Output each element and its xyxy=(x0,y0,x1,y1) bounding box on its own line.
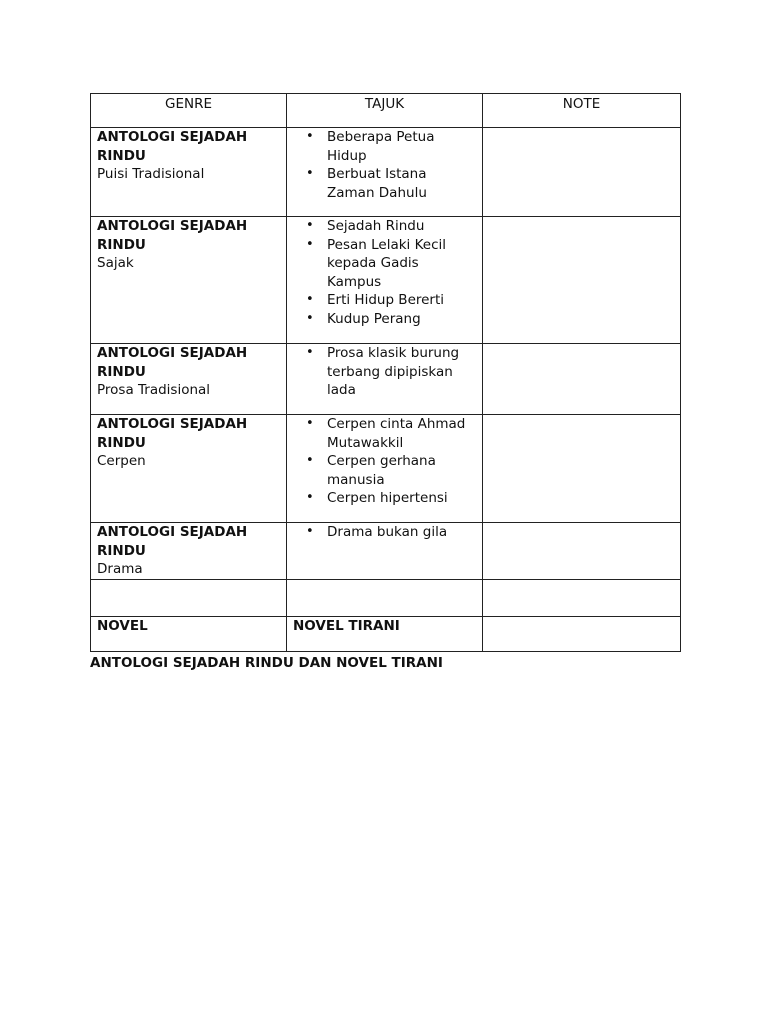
note-cell xyxy=(483,344,681,415)
genre-subtitle: Drama xyxy=(97,561,143,577)
table-row-empty xyxy=(91,579,681,616)
list-item: • Pesan Lelaki Kecil kepada Gadis Kampus xyxy=(327,236,476,292)
list-item: • Kudup Perang xyxy=(327,310,476,329)
note-cell xyxy=(483,579,681,616)
genre-table xyxy=(90,93,681,652)
tajuk-cell xyxy=(287,217,483,344)
genre-subtitle: Prosa Tradisional xyxy=(97,382,211,398)
genre-subtitle: Cerpen xyxy=(97,453,146,469)
table-row xyxy=(91,523,681,580)
header-genre: GENRE xyxy=(91,94,287,128)
table-row xyxy=(91,344,681,415)
genre-subtitle: Sajak xyxy=(97,255,134,271)
genre-cell xyxy=(91,415,287,523)
tajuk-cell xyxy=(287,616,483,651)
tajuk-cell xyxy=(287,523,483,580)
list-item: • Prosa klasik burung terbang dipipiskan lada xyxy=(327,344,476,400)
table-row xyxy=(91,217,681,344)
tajuk-cell xyxy=(287,344,483,415)
title-list xyxy=(293,415,476,508)
list-item: • Erti Hidup Bererti xyxy=(327,291,476,310)
tajuk-cell xyxy=(287,415,483,523)
note-cell xyxy=(483,217,681,344)
genre-cell xyxy=(91,344,287,415)
genre-cell xyxy=(91,523,287,580)
list-item: • Beberapa Petua Hidup xyxy=(327,128,476,165)
title-list xyxy=(293,128,476,202)
list-item: • Cerpen cinta Ahmad Mutawakkil xyxy=(327,415,476,452)
genre-cell xyxy=(91,579,287,616)
note-cell xyxy=(483,128,681,217)
header-tajuk: TAJUK xyxy=(287,94,483,128)
genre-cell xyxy=(91,128,287,217)
genre-title: ANTOLOGI SEJADAH RINDU xyxy=(97,218,248,253)
genre-subtitle: Puisi Tradisional xyxy=(97,166,205,182)
genre-cell xyxy=(91,217,287,344)
header-note: NOTE xyxy=(483,94,681,128)
list-item: • Drama bukan gila xyxy=(327,523,476,542)
table-caption: ANTOLOGI SEJADAH RINDU DAN NOVEL TIRANI xyxy=(90,655,443,671)
genre-title: ANTOLOGI SEJADAH RINDU xyxy=(97,345,248,380)
novel-title: NOVEL TIRANI xyxy=(293,617,400,634)
title-list xyxy=(293,344,476,400)
tajuk-cell xyxy=(287,579,483,616)
title-list xyxy=(293,217,476,328)
genre-title: NOVEL xyxy=(97,617,148,634)
list-item: • Cerpen gerhana manusia xyxy=(327,452,476,489)
table-row xyxy=(91,128,681,217)
list-item: • Berbuat Istana Zaman Dahulu xyxy=(327,165,476,202)
genre-title: ANTOLOGI SEJADAH RINDU xyxy=(97,524,248,559)
table-row xyxy=(91,616,681,651)
note-cell xyxy=(483,415,681,523)
table-row xyxy=(91,415,681,523)
note-cell xyxy=(483,523,681,580)
genre-title: ANTOLOGI SEJADAH RINDU xyxy=(97,416,248,451)
note-cell xyxy=(483,616,681,651)
genre-title: ANTOLOGI SEJADAH RINDU xyxy=(97,129,248,164)
list-item: • Sejadah Rindu xyxy=(327,217,476,236)
genre-cell xyxy=(91,616,287,651)
list-item: • Cerpen hipertensi xyxy=(327,489,476,508)
tajuk-cell xyxy=(287,128,483,217)
title-list xyxy=(293,523,476,542)
table-header-row xyxy=(91,94,681,128)
